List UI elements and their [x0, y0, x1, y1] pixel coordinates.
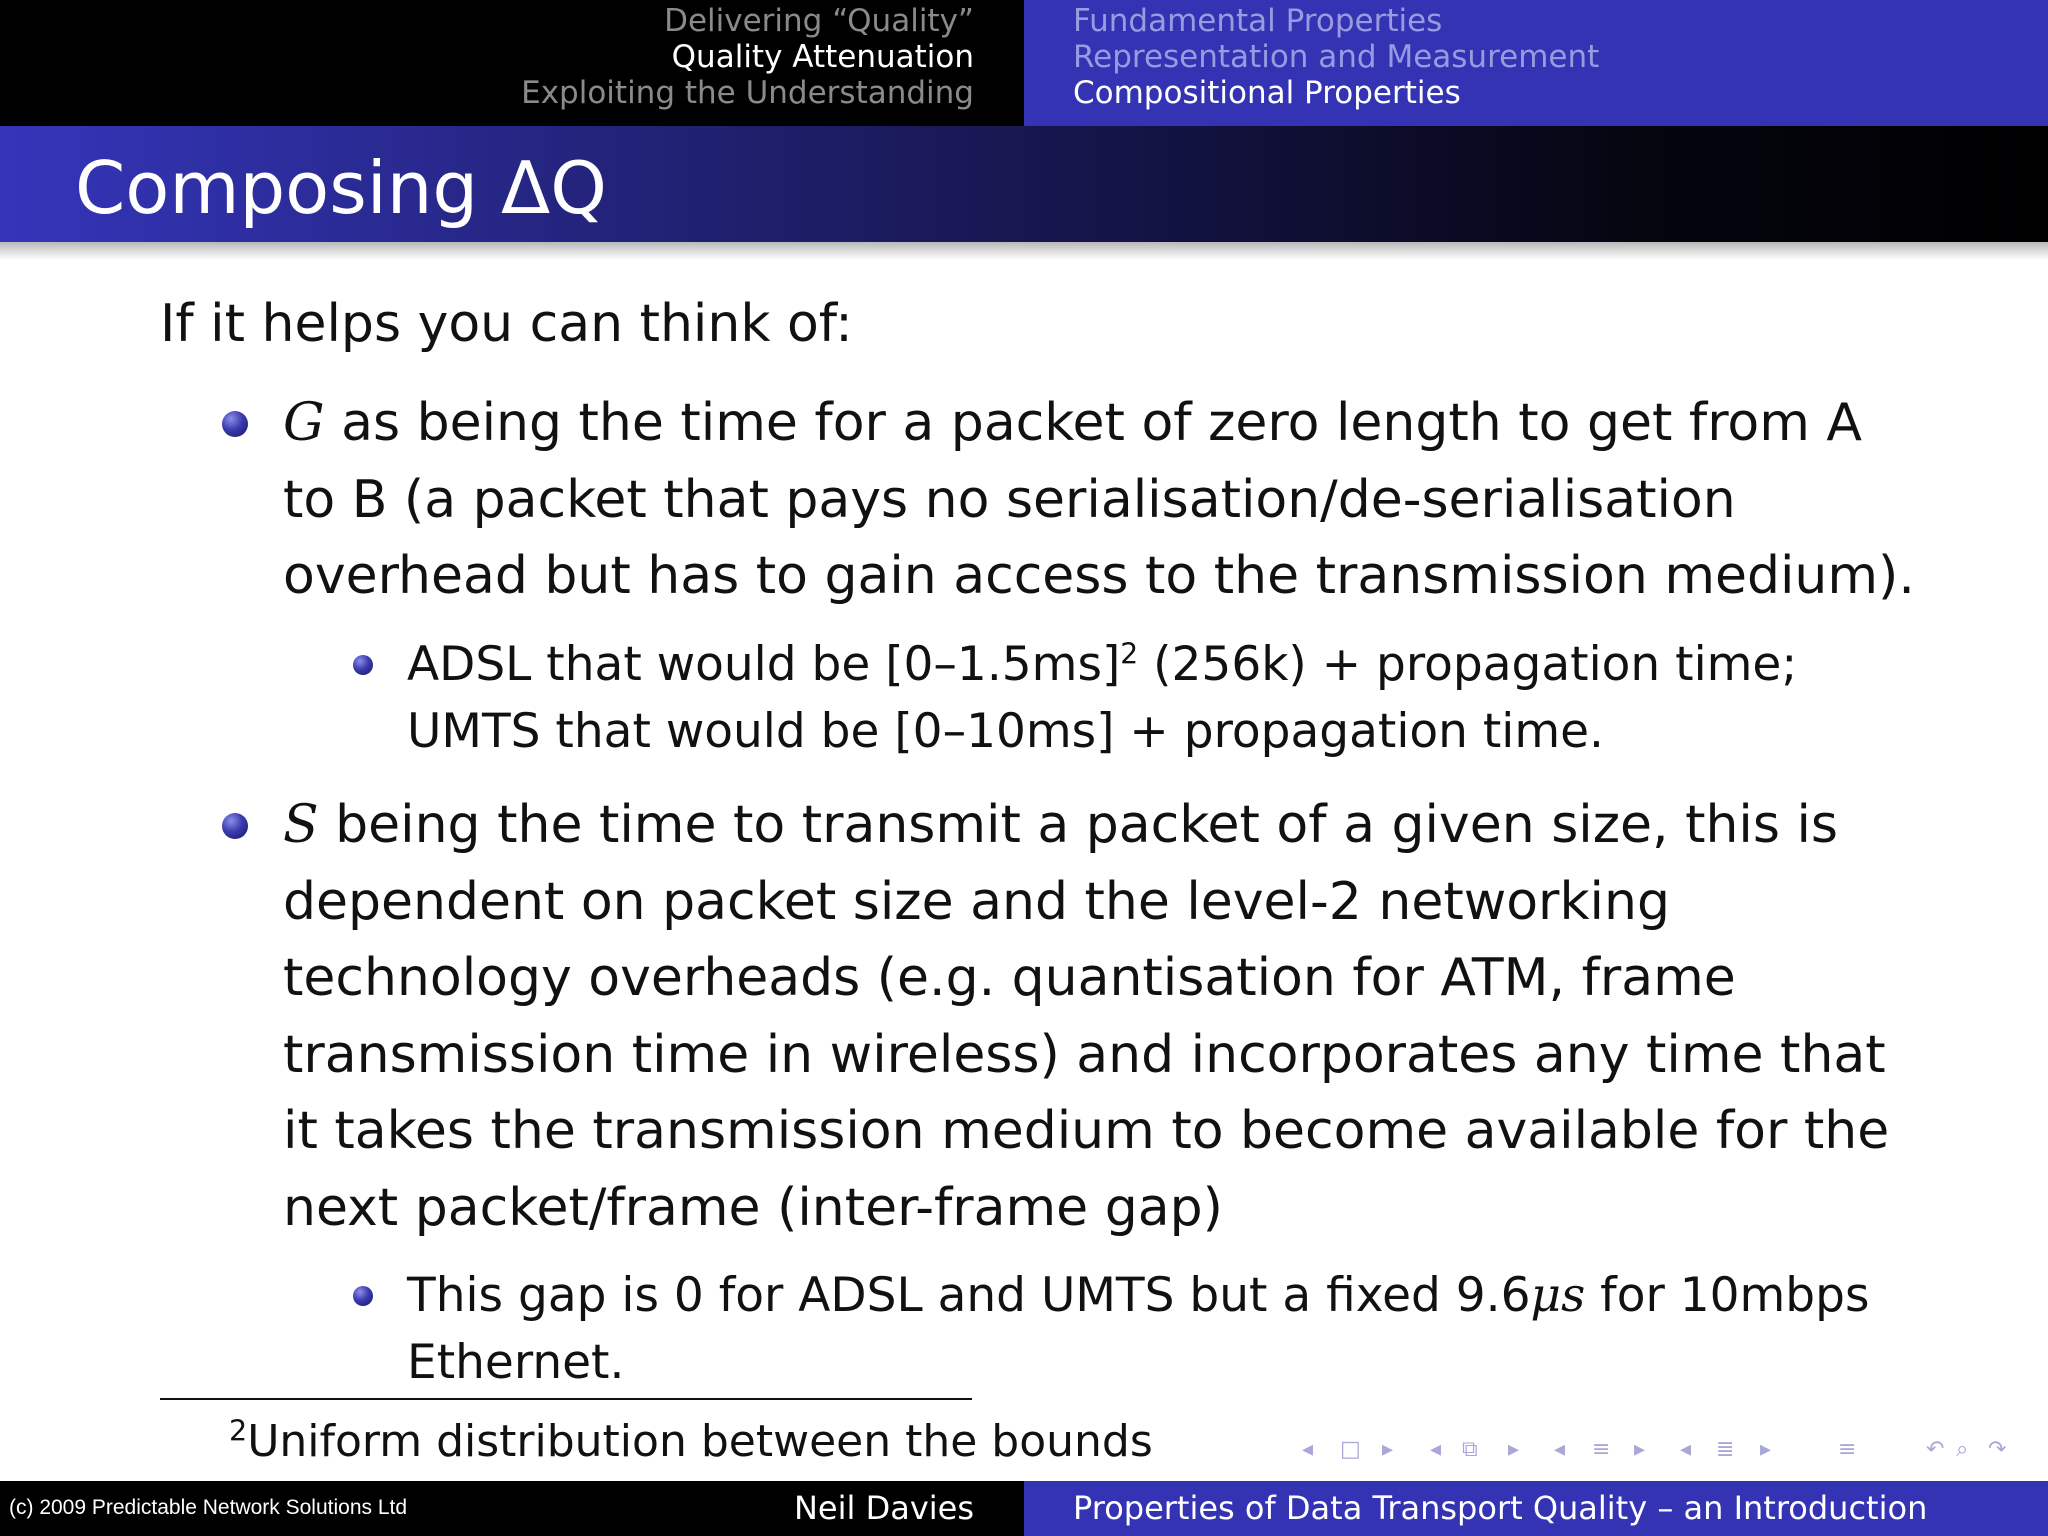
- sub-bullet-text-part: (256k) + propagation time;: [1138, 637, 1798, 692]
- title-bar-shadow: [0, 242, 2048, 260]
- header-subsection-link[interactable]: Representation and Measurement: [1073, 39, 1600, 75]
- copyright-text: (c) 2009 Predictable Network Solutions Ltd: [9, 1496, 408, 1519]
- nav-next-arrow-icon[interactable]: ▸: [1760, 1437, 1772, 1462]
- sub-bullet-ball-icon: [353, 655, 373, 675]
- header-section-link[interactable]: Delivering “Quality”: [664, 3, 974, 39]
- sub-bullet-text-part: This gap is 0 for ADSL and UMTS but a fixed 9.6: [407, 1268, 1531, 1323]
- footer-left: [0, 1481, 1024, 1536]
- header-subsection-link-current[interactable]: Compositional Properties: [1073, 75, 1461, 111]
- footnote-ref[interactable]: 2: [1120, 637, 1139, 671]
- footer-right: [1024, 1481, 2048, 1536]
- nav-forward-icon[interactable]: ↷: [1988, 1437, 2007, 1462]
- sub-bullet-text-part: UMTS that would be [0–10ms] + propagation time.: [407, 704, 1604, 759]
- nav-back-icon[interactable]: ↶: [1926, 1437, 1945, 1462]
- sub-bullet-ball-icon: [353, 1286, 373, 1306]
- math-unit: μs: [1530, 1268, 1586, 1323]
- bullet-body: being the time to transmit a packet of a given size, this is dependent on packet size and the level-2 networking technology overheads (e.g. quantisation for ATM, frame transmission time in wireless) and incorporates any time that it takes the transmission medium to become available for the next packet/frame (inter-frame gap): [283, 795, 1890, 1238]
- bullet-text: [283, 787, 1923, 1246]
- footnote-text: Uniform distribution between the bounds: [247, 1416, 1153, 1467]
- nav-next-arrow-icon[interactable]: ▸: [1382, 1437, 1394, 1462]
- intro-text: If it helps you can think of:: [160, 294, 853, 354]
- header-section-link[interactable]: Exploiting the Understanding: [521, 75, 974, 111]
- nav-next-arrow-icon[interactable]: ▸: [1634, 1437, 1646, 1462]
- author-name: Neil Davies: [793, 1489, 974, 1527]
- frame-title-bar: [0, 126, 2048, 242]
- nav-search-icon[interactable]: ⌕: [1956, 1437, 1969, 1462]
- math-symbol: S: [283, 795, 319, 855]
- header-subsections: [1024, 0, 2048, 126]
- header-sections: [0, 0, 1024, 126]
- footnote: [229, 1412, 1153, 1472]
- bullet-text: [283, 385, 1923, 615]
- header-subsection-link[interactable]: Fundamental Properties: [1073, 3, 1443, 39]
- nav-subsection-icon[interactable]: ⧉: [1462, 1437, 1478, 1462]
- math-symbol: G: [283, 393, 325, 453]
- bullet-ball-icon: [222, 813, 248, 839]
- bullet-item: [283, 385, 1923, 615]
- sub-bullet-item: [407, 631, 1967, 765]
- sub-bullet-text: [407, 631, 1967, 765]
- footnote-rule: [160, 1398, 972, 1400]
- nav-frame-icon[interactable]: □: [1340, 1437, 1361, 1462]
- bullet-item: [283, 787, 1923, 1246]
- bullet-body: as being the time for a packet of zero length to get from A to B (a packet that pays no serialisation/de-serialisation overhead but has to gain access to the transmission medium).: [283, 393, 1915, 606]
- nav-prev-arrow-icon[interactable]: ◂: [1680, 1437, 1692, 1462]
- bullet-ball-icon: [222, 411, 248, 437]
- slide-title: Composing ΔQ: [75, 146, 607, 230]
- sub-bullet-item: [407, 1262, 1967, 1396]
- sub-bullet-text: [407, 1262, 1967, 1396]
- nav-section-icon[interactable]: ≡: [1592, 1437, 1611, 1462]
- nav-prev-arrow-icon[interactable]: ◂: [1554, 1437, 1566, 1462]
- nav-prev-arrow-icon[interactable]: ◂: [1430, 1437, 1442, 1462]
- nav-next-arrow-icon[interactable]: ▸: [1508, 1437, 1520, 1462]
- sub-bullet-text-part: for 10mbps Ethernet.: [407, 1268, 1870, 1390]
- nav-document-icon[interactable]: ≣: [1716, 1437, 1735, 1462]
- nav-align-icon[interactable]: ≡: [1838, 1437, 1857, 1462]
- header-section-link-current[interactable]: Quality Attenuation: [671, 39, 974, 75]
- presentation-title: Properties of Data Transport Quality – an Introduction: [1073, 1489, 1928, 1527]
- footnote-mark: 2: [229, 1413, 248, 1448]
- nav-prev-arrow-icon[interactable]: ◂: [1302, 1437, 1314, 1462]
- sub-bullet-text-part: ADSL that would be [0–1.5ms]: [407, 637, 1121, 692]
